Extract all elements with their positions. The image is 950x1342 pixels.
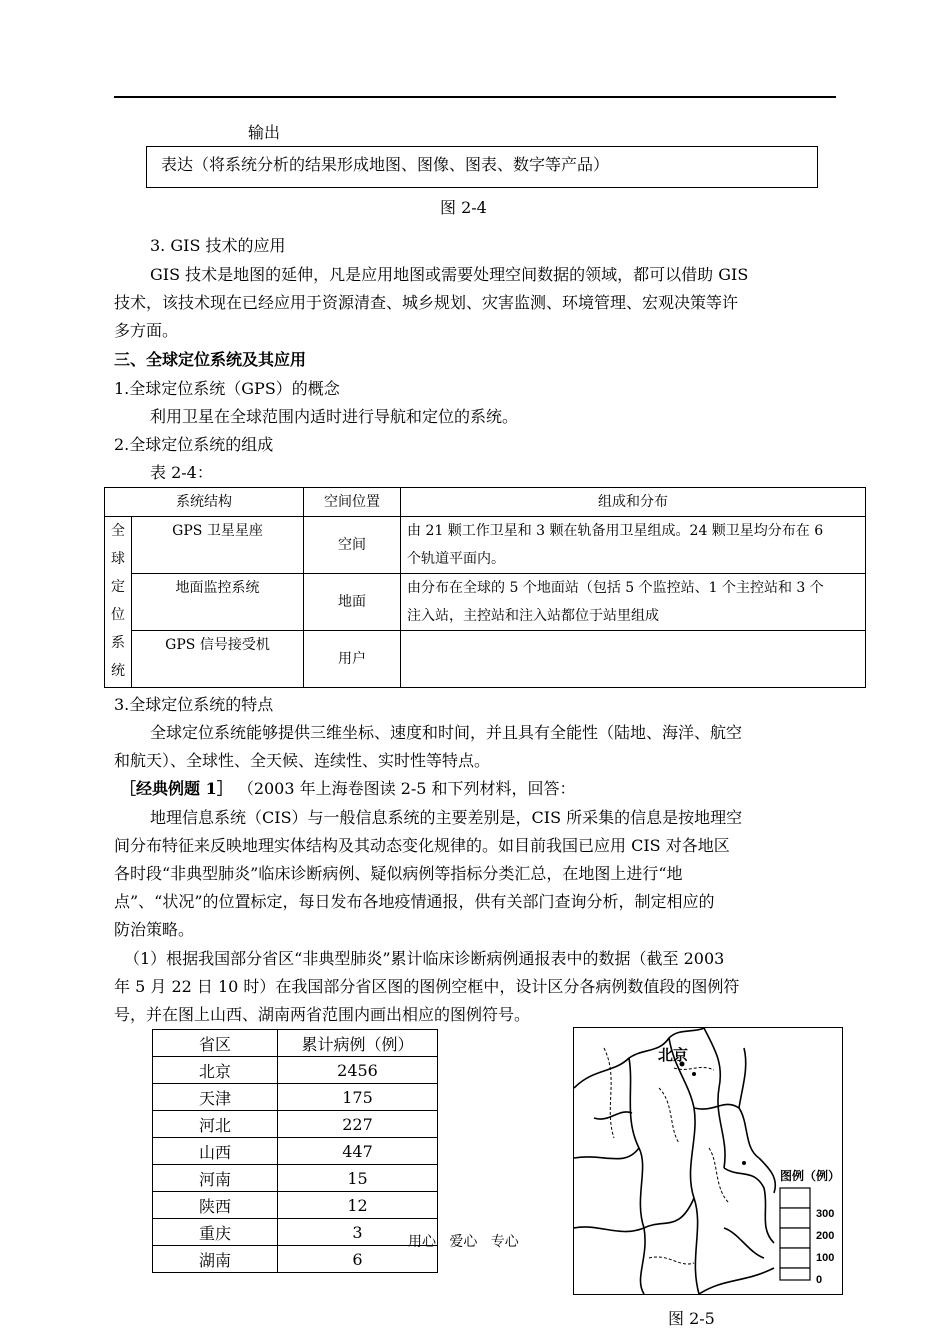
- table-row: 河北 227: [153, 1111, 438, 1138]
- example-line: [120, 774, 576, 803]
- cell-space: 空间: [304, 517, 401, 574]
- cell-ground-control: 地面监控系统: [132, 574, 304, 631]
- header-composition: 组成和分布: [401, 488, 866, 517]
- legend-tick: 100: [816, 1252, 835, 1264]
- table-row: 湖南 6: [153, 1246, 438, 1273]
- legend-boxes: [780, 1188, 810, 1280]
- cell-satellite-desc: 由 21 颗工作卫星和 3 颗在轨备用卫星组成。24 颗卫星均分布在 6 个轨道平面内。: [401, 517, 866, 574]
- cell-ground: 地面: [304, 574, 401, 631]
- output-box-text: 表达（将系统分析的结果形成地图、图像、图表、数字等产品）: [161, 155, 610, 174]
- vertical-label-global-positioning: 全 球 定 位 系 统: [105, 517, 132, 688]
- section-3-title: 3. GIS 技术的应用: [150, 236, 286, 255]
- question-1-line2: 年 5 月 22 日 10 时）在我国部分省区图的图例空框中，设计区分各病例数值段的图例符: [114, 977, 740, 996]
- table-row: 北京 2456: [153, 1057, 438, 1084]
- legend-tick: 200: [816, 1230, 835, 1242]
- gps-features-title: 3.全球定位系统的特点: [114, 695, 274, 714]
- table-row: [105, 574, 866, 631]
- cell-ground-desc: 由分布在全球的 5 个地面站（包括 5 个监控站、1 个主控站和 3 个 注入站，主控站和注入站都位于站里组成: [401, 574, 866, 631]
- header-system: 系统结构: [105, 488, 304, 517]
- header-rule: [114, 96, 836, 98]
- table-header-row: [105, 488, 866, 517]
- gps-concept-title: 1.全球定位系统（GPS）的概念: [114, 379, 340, 398]
- table-row: 河南 15: [153, 1165, 438, 1192]
- province-map: [573, 1027, 843, 1295]
- table-row: [105, 517, 866, 574]
- gps-concept-body: 利用卫星在全球范围内适时进行导航和定位的系统。: [150, 407, 519, 426]
- gps-features-line1: 全球定位系统能够提供三维坐标、速度和时间，并且具有全能性（陆地、海洋、航空: [150, 723, 743, 742]
- header-cases: 累计病例（例）: [278, 1030, 438, 1057]
- header-position: 空间位置: [304, 488, 401, 517]
- figure-2-5-caption: 图 2-5: [668, 1309, 715, 1328]
- table-header-row: [153, 1030, 438, 1057]
- example-intro: （2003 年上海卷图读 2-5 和下列材料，回答：: [237, 779, 576, 798]
- footer-motto: 用心 爱心 专心: [408, 1234, 519, 1250]
- map-graphic: [574, 1028, 842, 1294]
- example-para-line5: 防治策略。: [114, 920, 195, 939]
- legend-tick: 0: [816, 1274, 823, 1286]
- cell-receiver-desc: [401, 631, 866, 688]
- section-3-para-line2: 技术，该技术现在已经应用于资源清查、城乡规划、灾害监测、环境管理、宏观决策等许: [114, 293, 739, 312]
- section-3-para-line3: 多方面。: [114, 321, 179, 340]
- output-box: [146, 146, 818, 188]
- question-1-line1: （1）根据我国部分省区“非典型肺炎”累计临床诊断病例通报表中的数据（截至 2003: [124, 949, 725, 968]
- cell-satellite-constellation: GPS 卫星星座: [132, 517, 304, 574]
- legend-title: 图例（例）: [780, 1169, 841, 1183]
- question-1-line3: 号，并在图上山西、湖南两省范围内画出相应的图例符号。: [114, 1005, 531, 1024]
- legend-tick: 300: [816, 1208, 835, 1220]
- example-para-line2: 间分布特征来反映地理实体结构及其动态变化规律的。如目前我国已应用 CIS 对各地区: [114, 836, 730, 855]
- part-3-heading: 三、全球定位系统及其应用: [114, 350, 307, 369]
- map-city-marks: [680, 1062, 747, 1166]
- figure-2-4-caption: 图 2-4: [440, 198, 487, 217]
- example-para-line3: 各时段“非典型肺炎”临床诊断病例、疑似病例等指标分类汇总，在地图上进行“地: [114, 864, 683, 883]
- table-row: 重庆 3: [153, 1219, 438, 1246]
- beijing-map-label: 北京: [658, 1047, 689, 1064]
- gps-components-title: 2.全球定位系统的组成: [114, 435, 274, 454]
- cell-user: 用户: [304, 631, 401, 688]
- table-row: 天津 175: [153, 1084, 438, 1111]
- gps-composition-table: [104, 487, 866, 688]
- example-label: ［经典例题 1］: [120, 779, 233, 798]
- gps-features-line2: 和航天）、全球性、全天候、连续性、实时性等特点。: [114, 751, 491, 770]
- output-label: 输出: [248, 123, 281, 142]
- table-2-4-label: 表 2-4：: [150, 463, 213, 482]
- table-row: 山西 447: [153, 1138, 438, 1165]
- table-row: [105, 631, 866, 688]
- section-3-para-line1: GIS 技术是地图的延伸，凡是应用地图或需要处理空间数据的领域，都可以借助 GIS: [150, 265, 749, 284]
- table-row: 陕西 12: [153, 1192, 438, 1219]
- sars-cases-table: [152, 1029, 438, 1273]
- header-province: 省区: [153, 1030, 278, 1057]
- example-para-line1: 地理信息系统（CIS）与一般信息系统的主要差别是，CIS 所采集的信息是按地理空: [150, 808, 743, 827]
- cell-receiver: GPS 信号接受机: [132, 631, 304, 688]
- example-para-line4: 点”、“状况”的位置标定，每日发布各地疫情通报，供有关部门查询分析，制定相应的: [114, 892, 715, 911]
